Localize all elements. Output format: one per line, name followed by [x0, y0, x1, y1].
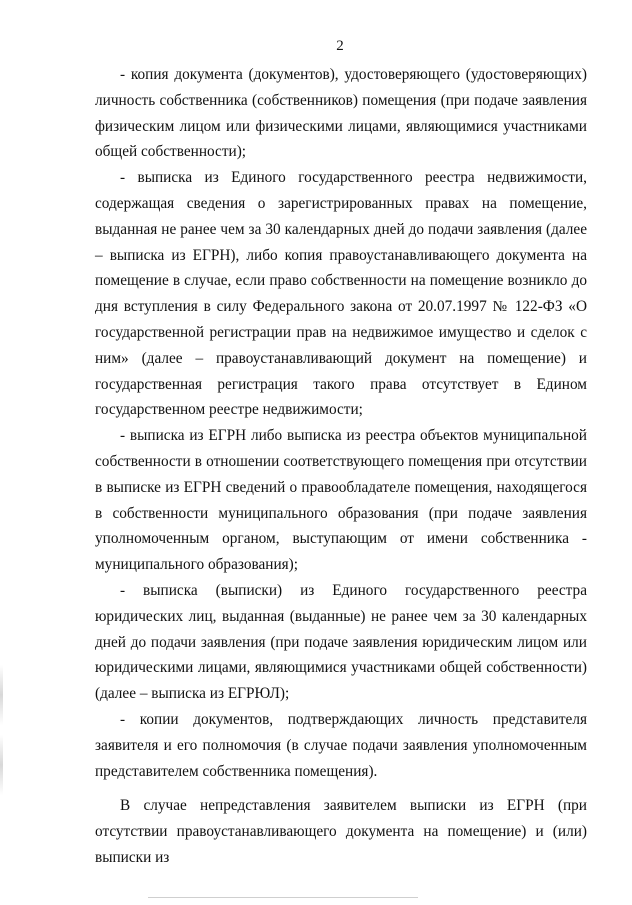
scan-bottom-edge: [148, 897, 418, 898]
scan-margin-mark: [0, 665, 3, 725]
paragraph-municipal-registry-extract: - выписка из ЕГРН либо выписка из реестра объектов муниципальной собственности в отношении соответствующего помещения при отсутствии в выписке из ЕГРН сведений о правообладателе помещения, находящегося в собственности муниципального образования (при подаче заявления уполномоченным органом, выступающим от имени собственника - муниципального образования);: [95, 427, 587, 574]
paragraph-representative-documents: - копии документов, подтверждающих личность представителя заявителя и его полномочия (в случае подачи заявления уполномоченным представителем собственника помещения).: [95, 710, 587, 780]
document-body: [95, 62, 587, 871]
paragraph-identity-document-copy: - копия документа (документов), удостоверяющего (удостоверяющих) личность собственника (собственников) помещения (при подаче заявления физическим лицом или физическими лицами, являющимися участниками общей собственности);: [95, 66, 587, 161]
paragraph-egrn-extract: - выписка из Единого государственного реестра недвижимости, содержащая сведения о зарегистрированных правах на помещение, выданная не ранее чем за 30 календарных дней до подачи заявления (далее – выписка из ЕГРН), либо копия правоустанавливающего документа на помещение в случае, если право собственности на помещение возникло до дня вступления в силу Федерального закона от 20.07.1997 № 122-ФЗ «О государственной регистрации прав на недвижимое имущество и сделок с ним» (далее – правоустанавливающий документ на помещение) и государственная регистрация такого права отсутствует в Едином государственном реестре недвижимости;: [95, 169, 587, 419]
paragraph-egrul-extract: - выписка (выписки) из Единого государственного реестра юридических лиц, выданная (выданные) не ранее чем за 30 календарных дней до подачи заявления (при подаче заявления юридическим лицом или юридическими лицами, являющимися участниками общей собственности) (далее – выписка из ЕГРЮЛ);: [95, 581, 587, 703]
page-number: 2: [336, 38, 344, 54]
scan-margin-mark: [0, 735, 3, 795]
paragraph-non-submission: В случае непредставления заявителем выписки из ЕГРН (при отсутствии правоустанавливающего документа на помещение) и (или) выписки из: [95, 797, 587, 866]
